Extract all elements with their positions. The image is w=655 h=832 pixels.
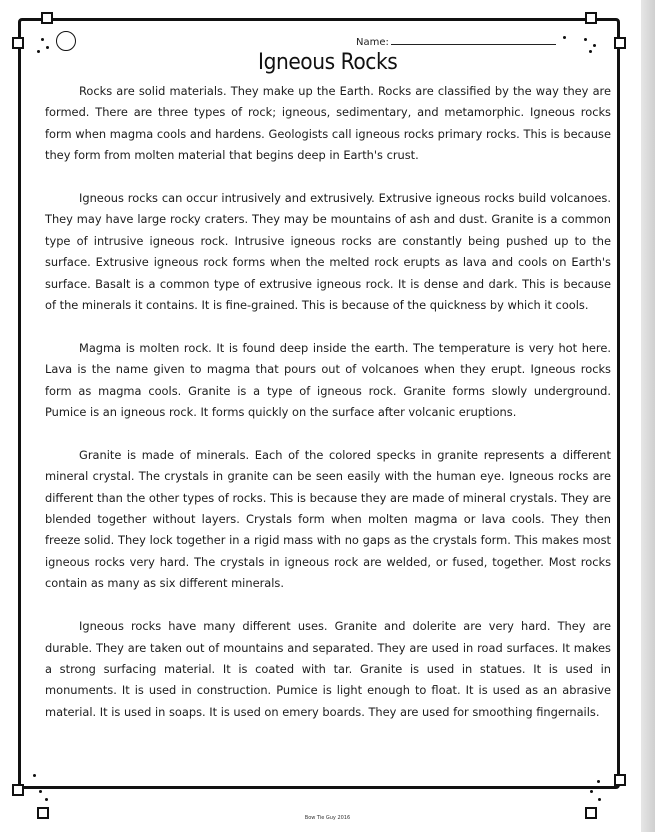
- corner-square-icon: [41, 12, 53, 24]
- page-title-text: Igneous Rocks: [257, 50, 398, 75]
- corner-square-icon: [614, 37, 626, 49]
- footer-credit: Bow Tie Guy 2016: [304, 815, 351, 821]
- decor-dot-icon: [41, 38, 44, 41]
- name-underline: [391, 35, 556, 45]
- corner-square-icon: [585, 12, 597, 24]
- paragraph: Magma is molten rock. It is found deep inside the earth. The temperature is very hot here. Lava is the name given to magma that pours out of volcanoes when they erupt. Igneous rocks form as magma cools. Granite is a type of igneous rock. Granite forms slowly underground. Pumice is an igneous rock. It forms quickly on the surface after volcanic eruptions.: [45, 340, 611, 420]
- decor-dot-icon: [46, 46, 49, 49]
- corner-square-icon: [12, 784, 24, 796]
- decor-dot-icon: [597, 780, 600, 783]
- decor-dot-icon: [590, 790, 593, 793]
- decor-dot-icon: [39, 790, 42, 793]
- name-field[interactable]: [356, 35, 556, 48]
- decor-dot-icon: [563, 36, 566, 39]
- name-label: Name:: [356, 37, 389, 48]
- paragraph: Igneous rocks can occur intrusively and extrusively. Extrusive igneous rocks build volcanoes. They may have large rocky craters. They may be mountains of ash and dust. Granite is a common type of intrusive igneous rock. Intrusive igneous rocks are constantly being pushed up to the surface. Extrusive igneous rock forms when the melted rock erupts as lava and cools on Earth's surface. Basalt is a common type of extrusive igneous rock. It is dense and dark. This is because of the minerals it contains. It is fine-grained. This is because of the quickness by which it cools.: [45, 191, 611, 313]
- paragraph: Granite is made of minerals. Each of the colored specks in granite represents a different mineral crystal. The crystals in granite can be seen easily with the human eye. Igneous rocks are different than the other types of rocks. This is because they are made of mineral crystals. They are blended together without layers. Crystals form when molten magma or lava cools. They then freeze solid. They lock together in a rigid mass with no gaps as the crystals form. This makes most igneous rocks very hard. The crystals in igneous rock are welded, or fused, together. Most rocks contain as many as six different minerals.: [45, 447, 611, 591]
- page-edge-shadow: [641, 0, 655, 832]
- page-title: [0, 50, 655, 75]
- decor-dot-icon: [45, 798, 48, 801]
- decor-dot-icon: [33, 774, 36, 777]
- decor-dot-icon: [598, 798, 601, 801]
- decor-dot-icon: [593, 44, 596, 47]
- decor-dot-icon: [584, 38, 587, 41]
- decor-circle-icon: [56, 31, 76, 51]
- corner-square-icon: [614, 774, 626, 786]
- reading-passage: [45, 81, 611, 723]
- corner-square-icon: [12, 37, 24, 49]
- paragraph: Rocks are solid materials. They make up the Earth. Rocks are classified by the way they are formed. There are three types of rock; igneous, sedimentary, and metamorphic. Igneous rocks form when magma cools and hardens. Geologists call igneous rocks primary rocks. This is because they form from molten material that begins deep in Earth's crust.: [45, 84, 611, 163]
- paragraph: Igneous rocks have many different uses. Granite and dolerite are very hard. They are durable. They are taken out of mountains and separated. They are used in road surfaces. It makes a strong surfacing material. It is coated with tar. Granite is used in statues. It is used in monuments. It is used in construction. Pumice is light enough to float. It is used as an abrasive material. It is used in soaps. It is used on emery boards. They are used for smoothing fingernails.: [45, 619, 611, 719]
